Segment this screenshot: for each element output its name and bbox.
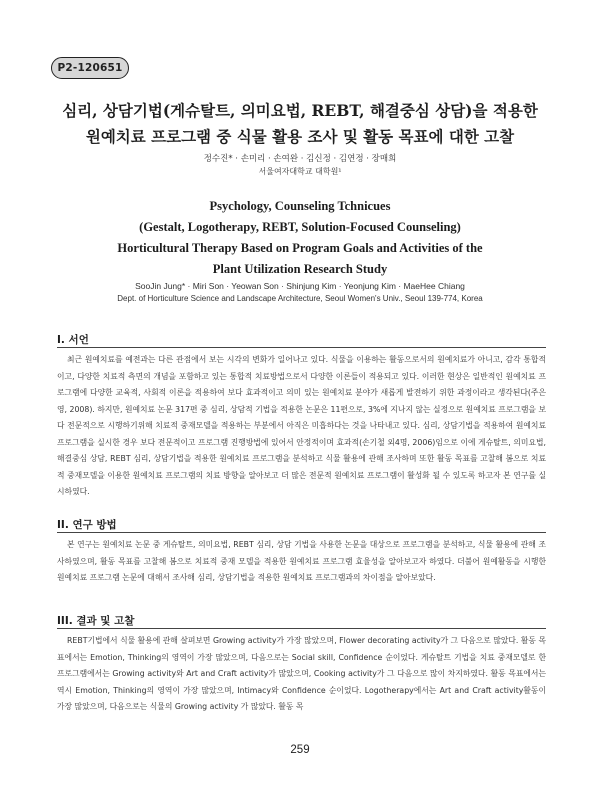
section-divider <box>57 628 546 629</box>
korean-title-line-1: 심리, 상담기법(게슈탈트, 의미요법, REBT, 해결중심 상담)을 적용한 <box>62 101 538 120</box>
page-number: 259 <box>290 744 310 756</box>
english-title-line-3: Horticultural Therapy Based on Program Goals and Activities of the <box>117 241 483 255</box>
section-divider <box>57 532 546 533</box>
section-text-results: REBT기법에서 식물 활용에 관해 살펴보면 Growing activity가 가장 많았으며, Flower decorating activity가 그 다음으로 많았다. 활동 목표에서는 Emotion, Thinking의 영역이 가장 많았으며, 다음으로는 Social skill, Confidence 순이었다. 게슈탈트 기법을 치료 중재모델로 한 프로그램에서는 Growing activity와 Art and Craft activity가 많았으며, Cooking activity가 그 다음으로 많이 차지하였다. 활동 목표에서는 역시 Emotion, Thinking의 영역이 가장 많았으며, Intimacy와 Confidence 순이었다. Logotherapy에서는 Art and Craft activity활동이 가장 많았으며, 다음으로는 식물의 Growing activity 가 많았다. 활동 목 <box>57 636 546 711</box>
korean-title-line-2: 원예치료 프로그램 중 식물 활용 조사 및 활동 목표에 대한 고찰 <box>85 127 515 146</box>
english-authors: SooJin Jung* · Miri Son · Yeowan Son · Shinjung Kim · Yeonjung Kim · MaeHee Chiang <box>135 281 465 291</box>
korean-title <box>0 98 600 150</box>
section-heading-methods: II. 연구 방법 <box>57 519 117 531</box>
english-title <box>0 196 600 280</box>
section-text-methods: 본 연구는 원예치료 논문 중 게슈탈트, 의미요법, REBT 심리, 상담 기법을 사용한 논문을 대상으로 프로그램을 분석하고, 식물 활용에 관해 조사하였으며, 활동 목표를 고찰해 봄으로 치료적 중재 모델을 적용한 원예치료 프로그램 효율성을 알아보고자 하였다. 더불어 원예활동을 시행한 원예치료 프로그램 논문에 대해서 조사해 심리, 상담기법을 적용한 원예치료 프로그램과의 차이점을 알아보았다. <box>57 540 546 582</box>
english-title-line-1: Psychology, Counseling Tchnicues <box>209 199 391 213</box>
english-title-line-2: (Gestalt, Logotherapy, REBT, Solution-Focused Counseling) <box>139 220 461 234</box>
english-title-line-4: Plant Utilization Research Study <box>212 262 388 276</box>
poster-id-badge: P2-120651 <box>51 57 129 79</box>
english-affiliation: Dept. of Horticulture Science and Landscape Architecture, Seoul Women's Univ., Seoul 139-774, Korea <box>117 294 483 303</box>
section-divider <box>57 347 546 348</box>
korean-affiliation: 서울여자대학교 대학원¹ <box>258 167 342 176</box>
korean-authors: 정수진* · 손미리 · 손여완 · 김신정 · 김연정 · 장매희 <box>203 154 397 164</box>
section-heading-intro: I. 서언 <box>57 334 89 346</box>
section-heading-results: III. 결과 및 고찰 <box>57 615 135 627</box>
section-text-intro: 최근 원예치료를 예전과는 다른 관점에서 보는 시각의 변화가 일어나고 있다. 식물을 이용하는 활동으로서의 원예치료가 아니고, 감각 통합적이고, 다양한 치료적 측면의 개념을 포함하고 있는 통합적 치료방법으로서 다양한 이론들이 적용되고 있다. 이러한 현상은 일반적인 원예치료 프로그램에 다양한 교육적, 사회적 이론을 적용하여 보다 효과적이고 의미 있는 원예치료 분야가 새롭게 발전하기 위한 과정이라고 생각된다(주은영, 2008). 하지만, 원예치료 논문 317편 중 심리, 상담적 기법을 적용한 논문은 11편으로, 3%에 지나지 않는 실정으로 원예치료 프로그램을 보다 전문적으로 시행하기위해 치료적 중재모델을 적용하는 부분에서 아직은 미흡하다는 것을 나타내고 있다. 심리, 상담기법을 적용하여 원예치료 프로그램을 실시한 경우 보다 전문적이고 프로그램 진행방법에 있어서 안정적이며 효과적(손기철 외4명, 2006)임으로 이에 게슈탈트, 의미요법, 해결중심 상담, REBT 심리, 상담기법을 적용한 원예치료 프로그램을 분석하고 식물 활용에 관해 조사하며 또한 활동 목표를 고찰해 봄으로 치료적 중재모델을 이용한 원예치료 프로그램의 치료 방향을 알아보고 더 많은 전문적 원예치료 프로그램이 활성화 될 수 있도록 하고자 본 연구를 실시하였다. <box>57 355 546 496</box>
